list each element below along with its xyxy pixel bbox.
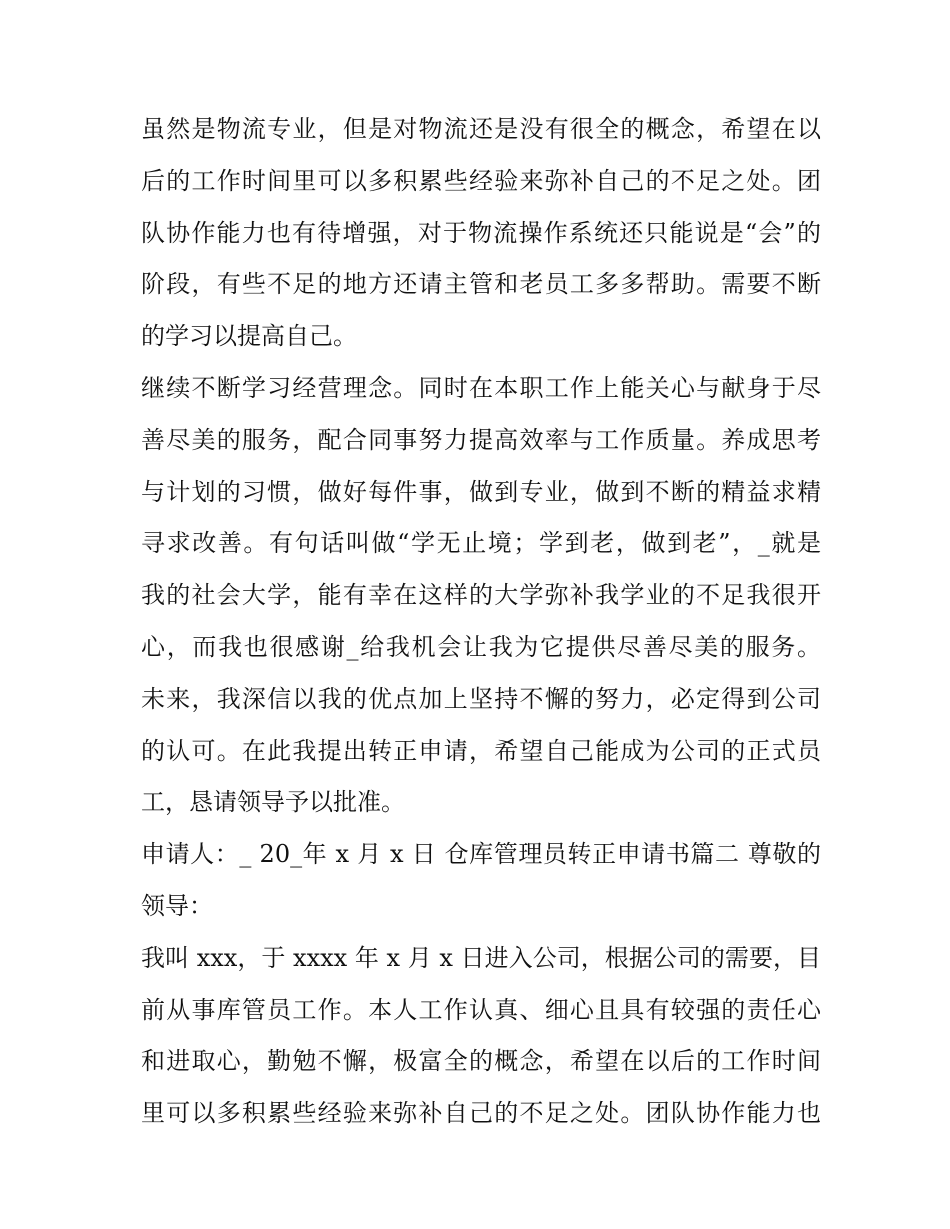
text-line-20: 里可以多积累些经验来弥补自己的不足之处。团队协作能力也 xyxy=(141,1099,821,1128)
text-line-5: 的学习以提高自己。 xyxy=(141,322,357,351)
text-line-4: 阶段，有些不足的地方还请主管和老员工多多帮助。需要不断 xyxy=(141,270,821,299)
text-line-19: 和进取心，勤勉不懈，极富全的概念，希望在以后的工作时间 xyxy=(141,1047,821,1076)
text-line-2: 后的工作时间里可以多积累些经验来弥补自己的不足之处。团 xyxy=(141,166,821,195)
text-line-6: 继续不断学习经营理念。同时在本职工作上能关心与献身于尽 xyxy=(141,373,821,402)
body-text xyxy=(141,104,821,1140)
text-line-9: 寻求改善。有句话叫做“学无止境；学到老，做到老”，_就是 xyxy=(141,529,821,558)
text-line-8: 与计划的习惯，做好每件事，做到专业，做到不断的精益求精 xyxy=(141,477,821,506)
text-line-13: 的认可。在此我提出转正申请，希望自己能成为公司的正式员 xyxy=(141,736,821,765)
text-line-16: 领导： xyxy=(141,891,213,920)
text-line-11: 心，而我也很感谢_给我机会让我为它提供尽善尽美的服务。 xyxy=(141,632,821,661)
text-line-14: 工，恳请领导予以批准。 xyxy=(141,788,405,817)
text-line-3: 队协作能力也有待增强，对于物流操作系统还只能说是“会”的 xyxy=(141,218,821,247)
text-line-7: 善尽美的服务，配合同事努力提高效率与工作质量。养成思考 xyxy=(141,425,821,454)
text-line-10: 我的社会大学，能有幸在这样的大学弥补我学业的不足我很开 xyxy=(141,581,821,610)
text-line-17: 我叫 xxx，于 xxxx 年 x 月 x 日进入公司，根据公司的需要，目 xyxy=(141,943,821,972)
text-line-18: 前从事库管员工作。本人工作认真、细心且具有较强的责任心 xyxy=(141,995,821,1024)
text-line-12: 未来，我深信以我的优点加上坚持不懈的努力，必定得到公司 xyxy=(141,684,821,713)
text-line-1: 虽然是物流专业，但是对物流还是没有很全的概念，希望在以 xyxy=(141,115,821,143)
text-line-15: 申请人：_ 20_年 x 月 x 日 仓库管理员转正申请书篇二 尊敬的 xyxy=(141,840,821,869)
